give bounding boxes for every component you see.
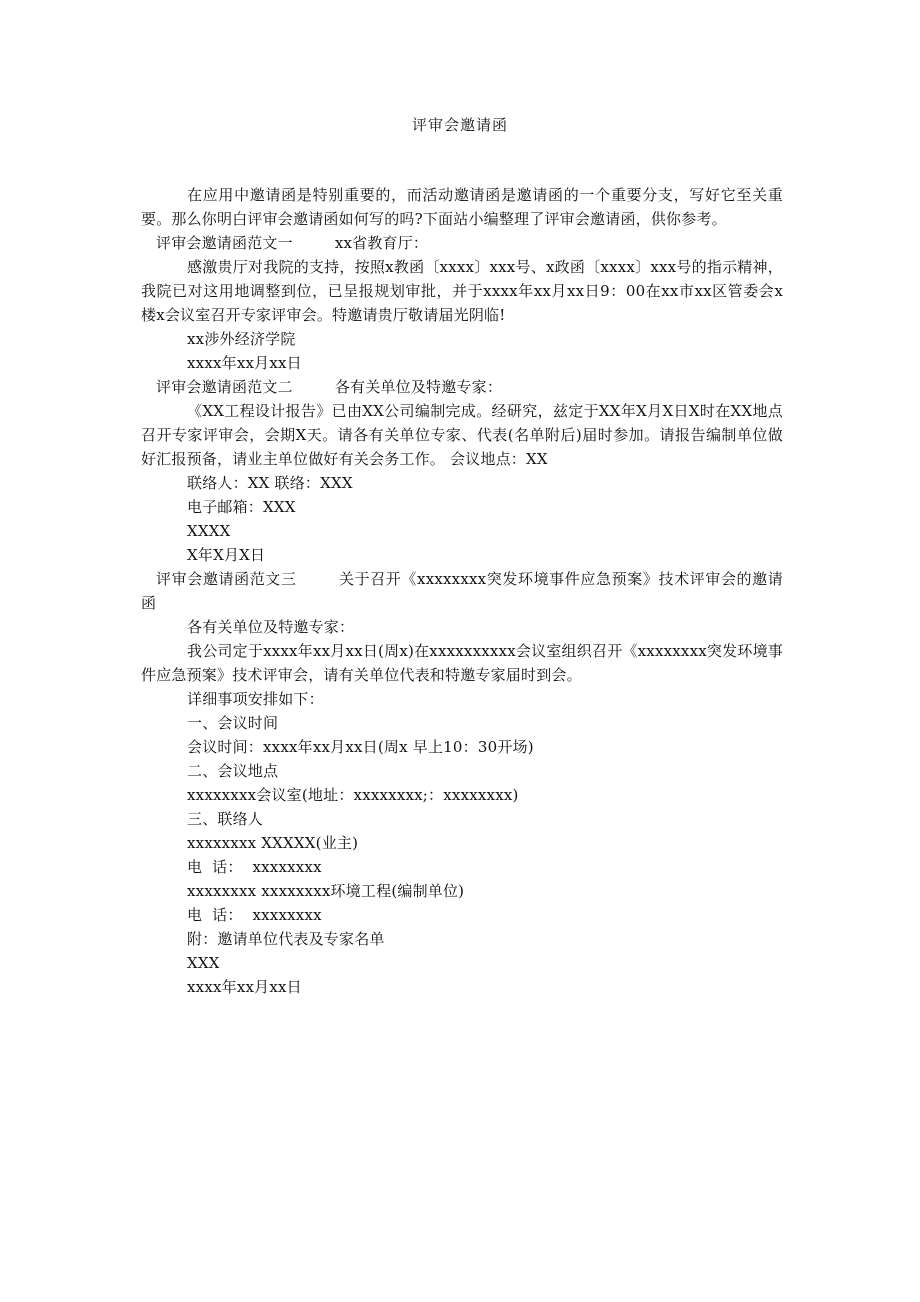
section-two-date: X年X月X日 — [187, 546, 266, 564]
section-three-place-heading: 二、会议地点 — [187, 762, 279, 780]
section-three-time-heading: 一、会议时间 — [187, 714, 279, 732]
section-one-body: 感激贵厅对我院的支持，按照x教函〔xxxx〕xxx号、x政函〔xxxx〕xxx号的指示精神，我院已对这用地调整到位，已呈报规划审批，并于xxxx年xx月xx日9：00在xx市xx区管委会x楼x会议室召开专家评审会。特邀请贵厅敬请届光阴临! — [141, 258, 783, 324]
section-three-time: 会议时间：xxxx年xx月xx日(周x 早上10：30开场) — [187, 738, 534, 756]
section-one-heading: 评审会邀请函范文一 — [156, 234, 293, 252]
section-three-date: xxxx年xx月xx日 — [187, 978, 302, 996]
section-one-date: xxxx年xx月xx日 — [187, 354, 302, 372]
section-three-title: 关于召开《xxxxxxxx突发环境事件应急预案》技术评审会的邀请函 — [141, 570, 783, 612]
section-three-contact-two: xxxxxxxx xxxxxxxx环境工程(编制单位) — [187, 882, 465, 900]
section-three-heading: 评审会邀请函范文三 — [156, 570, 297, 588]
section-three-body: 我公司定于xxxx年xx月xx日(周x)在xxxxxxxxxx会议室组织召开《xxxxxxxx突发环境事件应急预案》技术评审会，请有关单位代表和特邀专家届时到会。 — [141, 642, 783, 684]
section-one-recipient: xx省教育厅： — [334, 234, 429, 252]
section-two-contact: 联络人：XX 联络：XXX — [187, 474, 353, 492]
section-three-attachment: 附：邀请单位代表及专家名单 — [187, 930, 385, 948]
section-two-recipient: 各有关单位及特邀专家： — [334, 378, 503, 396]
section-three-contact-heading: 三、联络人 — [187, 810, 264, 828]
document-title: 评审会邀请函 — [411, 116, 508, 134]
section-three-recipient: 各有关单位及特邀专家： — [187, 618, 355, 636]
section-three-line — [141, 567, 783, 615]
document-body — [141, 183, 783, 999]
section-three-details: 详细事项安排如下： — [187, 690, 324, 708]
section-two-heading: 评审会邀请函范文二 — [156, 378, 293, 396]
section-three-place: xxxxxxxx会议室(地址：xxxxxxxx;：xxxxxxxx) — [187, 786, 519, 804]
section-three-phone-two: 电 话： xxxxxxxx — [187, 906, 322, 924]
section-one-line — [141, 231, 783, 255]
section-two-org: XXXX — [187, 522, 231, 540]
intro-paragraph: 在应用中邀请函是特别重要的，而活动邀请函是邀请函的一个重要分支，写好它至关重要。那么你明白评审会邀请函如何写的吗?下面站小编整理了评审会邀请函，供你参考。 — [141, 186, 783, 228]
section-two-body: 《XX工程设计报告》已由XX公司编制完成。经研究，兹定于XX年X月X日X时在XX地点召开专家评审会，会期X天。请各有关单位专家、代表(名单附后)届时参加。请报告编制单位做好汇报预备，请业主单位做好有关会务工作。 会议地点：XX — [141, 402, 783, 468]
section-three-phone-one: 电 话： xxxxxxxx — [187, 858, 322, 876]
section-one-org: xx涉外经济学院 — [187, 330, 296, 348]
section-three-contact-one: xxxxxxxx XXXXX(业主) — [187, 834, 359, 852]
section-two-line — [141, 375, 783, 399]
section-three-org: XXX — [187, 954, 220, 972]
section-two-email: 电子邮箱：XXX — [187, 498, 296, 516]
